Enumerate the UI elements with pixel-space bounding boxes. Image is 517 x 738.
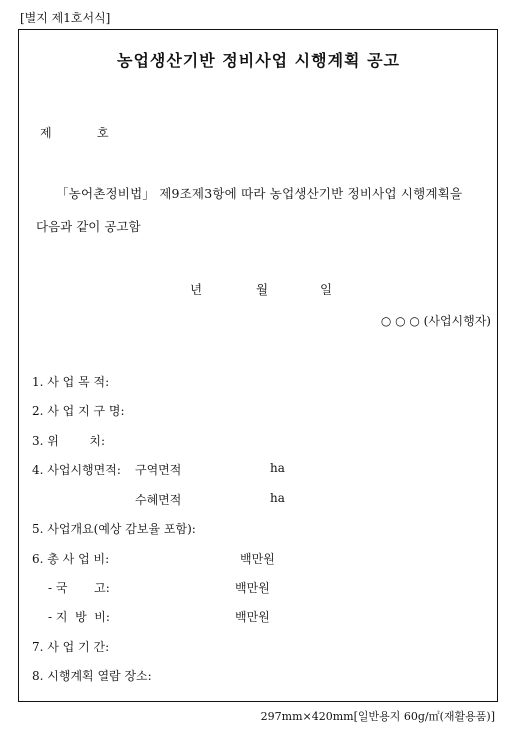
area-zone-label: 구역면적 [135, 463, 182, 477]
body-text-line-2: 다음과 같이 공고함 [36, 219, 141, 234]
area-benefit-label: 수혜면적 [135, 493, 182, 507]
area-benefit-unit: ha [270, 491, 285, 505]
local-cost-unit: 백만원 [235, 610, 270, 624]
date-day: 일 [320, 282, 333, 297]
national-cost-unit: 백만원 [235, 581, 270, 595]
item-overview: 5. 사업개요(예상 감보율 포함): [32, 522, 196, 536]
form-frame [18, 29, 498, 702]
paper-size-note: 297mm×420mm[일반용지 60g/㎡(재활용품)] [260, 710, 495, 723]
item-location: 3. 위 치: [32, 434, 106, 448]
signature-line: ○ ○ ○ (사업시행자) [380, 314, 491, 328]
item-local-cost: - 지 방 비: [48, 610, 110, 624]
item-national-cost: - 국 고: [48, 581, 110, 595]
total-cost-unit: 백만원 [240, 552, 275, 566]
body-text-line-1: 「농어촌정비법」 제9조제3항에 따라 농업생산기반 정비사업 시행계획을 [56, 186, 463, 201]
area-zone-unit: ha [270, 461, 285, 475]
item-inspection-place: 8. 시행계획 열람 장소: [32, 669, 152, 683]
notice-number-prefix: 제 [40, 126, 52, 140]
item-period: 7. 사 업 기 간: [32, 640, 110, 654]
date-year: 년 [190, 282, 203, 297]
item-area-label: 4. 사업시행면적: [32, 463, 121, 477]
item-total-cost: 6. 총 사 업 비: [32, 552, 110, 566]
notice-number-suffix: 호 [97, 126, 109, 140]
form-number: [별지 제1호서식] [20, 11, 111, 25]
page-title: 농업생산기반 정비사업 시행계획 공고 [116, 51, 400, 70]
date-month: 월 [256, 282, 269, 297]
item-purpose: 1. 사 업 목 적: [32, 375, 110, 389]
item-district-name: 2. 사 업 지 구 명: [32, 404, 125, 418]
